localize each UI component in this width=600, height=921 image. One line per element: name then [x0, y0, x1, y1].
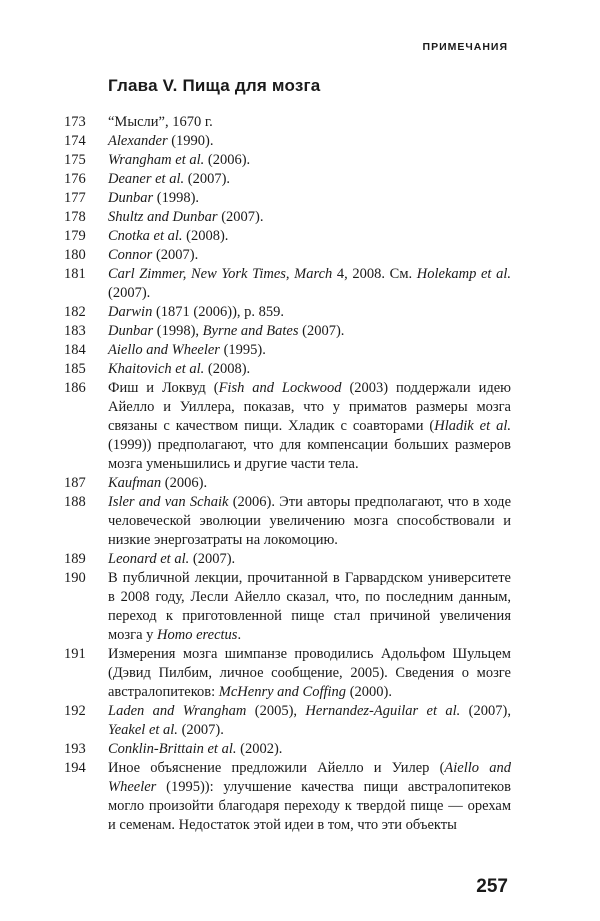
endnote-number: 178	[64, 209, 86, 225]
endnote	[64, 740, 511, 759]
endnote-text: Conklin-Brittain et al. (2002).	[108, 741, 283, 757]
endnote-number: 185	[64, 361, 86, 377]
endnote-number: 184	[64, 342, 86, 358]
endnote-text: Shultz and Dunbar (2007).	[108, 209, 264, 225]
endnote	[64, 208, 511, 227]
endnote-text: Deaner et al. (2007).	[108, 171, 231, 187]
endnote	[64, 322, 511, 341]
endnote	[64, 493, 511, 550]
endnote-text: Connor (2007).	[108, 247, 199, 263]
endnote-number: 194	[64, 760, 86, 776]
endnote	[64, 303, 511, 322]
endnote-number: 183	[64, 323, 86, 339]
endnote	[64, 265, 511, 303]
endnote-text: Isler and van Schaik (2006). Эти авторы предполагают, что в ходе человеческой эволюции увеличению мозга способствовали и низкие энергозатраты на локомоцию.	[108, 494, 512, 548]
endnote-number: 186	[64, 380, 86, 396]
endnote-text: Darwin (1871 (2006)), p. 859.	[108, 304, 285, 320]
endnote-text: Carl Zimmer, New York Times, March 4, 2008. См. Holekamp et al. (2007).	[108, 266, 511, 301]
endnote	[64, 151, 511, 170]
endnote-text: Cnotka et al. (2008).	[108, 228, 229, 244]
endnote-number: 182	[64, 304, 86, 320]
endnote	[64, 645, 511, 702]
endnote	[64, 113, 511, 132]
endnote	[64, 246, 511, 265]
endnote	[64, 702, 511, 740]
endnote-number: 192	[64, 703, 86, 719]
endnote-number: 193	[64, 741, 86, 757]
endnote	[64, 132, 511, 151]
endnote-number: 181	[64, 266, 86, 282]
endnote-text: Laden and Wrangham (2005), Hernandez-Aguilar et al. (2007), Yeakel et al. (2007).	[108, 703, 511, 738]
page-number: 257	[476, 876, 508, 897]
endnote-number: 190	[64, 570, 86, 586]
endnote-number: 191	[64, 646, 86, 662]
endnote-text: Kaufman (2006).	[108, 475, 208, 491]
endnote-text: Dunbar (1998).	[108, 190, 200, 206]
endnote-text: Khaitovich et al. (2008).	[108, 361, 251, 377]
endnote-text: Aiello and Wheeler (1995).	[108, 342, 266, 358]
endnote	[64, 341, 511, 360]
endnote-number: 179	[64, 228, 86, 244]
endnote-number: 180	[64, 247, 86, 263]
endnote-text: Иное объяснение предложили Айелло и Уилер (Aiello and Wheeler (1995)): улучшение качества пищи австралопитеков могло произойти благодаря переходу к твердой пище — орехам и семенам. Недостаток этой идеи в том, что эти объекты	[108, 760, 511, 833]
endnote-number: 187	[64, 475, 86, 491]
endnote-number: 174	[64, 133, 86, 149]
chapter-title: Глава V. Пища для мозга	[108, 76, 321, 95]
endnote-number: 189	[64, 551, 86, 567]
endnote	[64, 170, 511, 189]
notes-list	[64, 113, 511, 835]
running-head: ПРИМЕЧАНИЯ	[422, 41, 508, 53]
endnote	[64, 227, 511, 246]
endnote	[64, 474, 511, 493]
endnote-number: 176	[64, 171, 86, 187]
endnote	[64, 379, 511, 474]
endnote	[64, 189, 511, 208]
endnote-text: “Мысли”, 1670 г.	[108, 114, 213, 130]
endnote-text: Wrangham et al. (2006).	[108, 152, 251, 168]
endnote-text: Фиш и Локвуд (Fish and Lockwood (2003) поддержали идею Айелло и Уиллера, показав, что у приматов размеры мозга связаны с качеством пищи. Хладик с соавторами (Hladik et al. (1999)) предполагают, что для компенсации больших размеров мозга уменьшились и другие части тела.	[108, 380, 511, 472]
endnote-number: 173	[64, 114, 86, 130]
endnote	[64, 360, 511, 379]
endnote	[64, 759, 511, 835]
endnote-number: 177	[64, 190, 86, 206]
endnote-text: В публичной лекции, прочитанной в Гарвардском университете в 2008 году, Лесли Айелло сказал, что, по последним данным, переход к приготовленной пище стал причиной увеличения мозга у Homo erectus.	[108, 570, 511, 643]
endnote	[64, 569, 511, 645]
endnote-text: Dunbar (1998), Byrne and Bates (2007).	[108, 323, 345, 339]
endnote-number: 188	[64, 494, 86, 510]
endnote-text: Измерения мозга шимпанзе проводились Адольфом Шульцем (Дэвид Пилбим, личное сообщение, 2005). Сведения о мозге австралопитеков: McHenry and Coffing (2000).	[108, 646, 511, 700]
endnote	[64, 550, 511, 569]
endnote-number: 175	[64, 152, 86, 168]
endnote-text: Leonard et al. (2007).	[108, 551, 236, 567]
endnote-text: Alexander (1990).	[108, 133, 214, 149]
